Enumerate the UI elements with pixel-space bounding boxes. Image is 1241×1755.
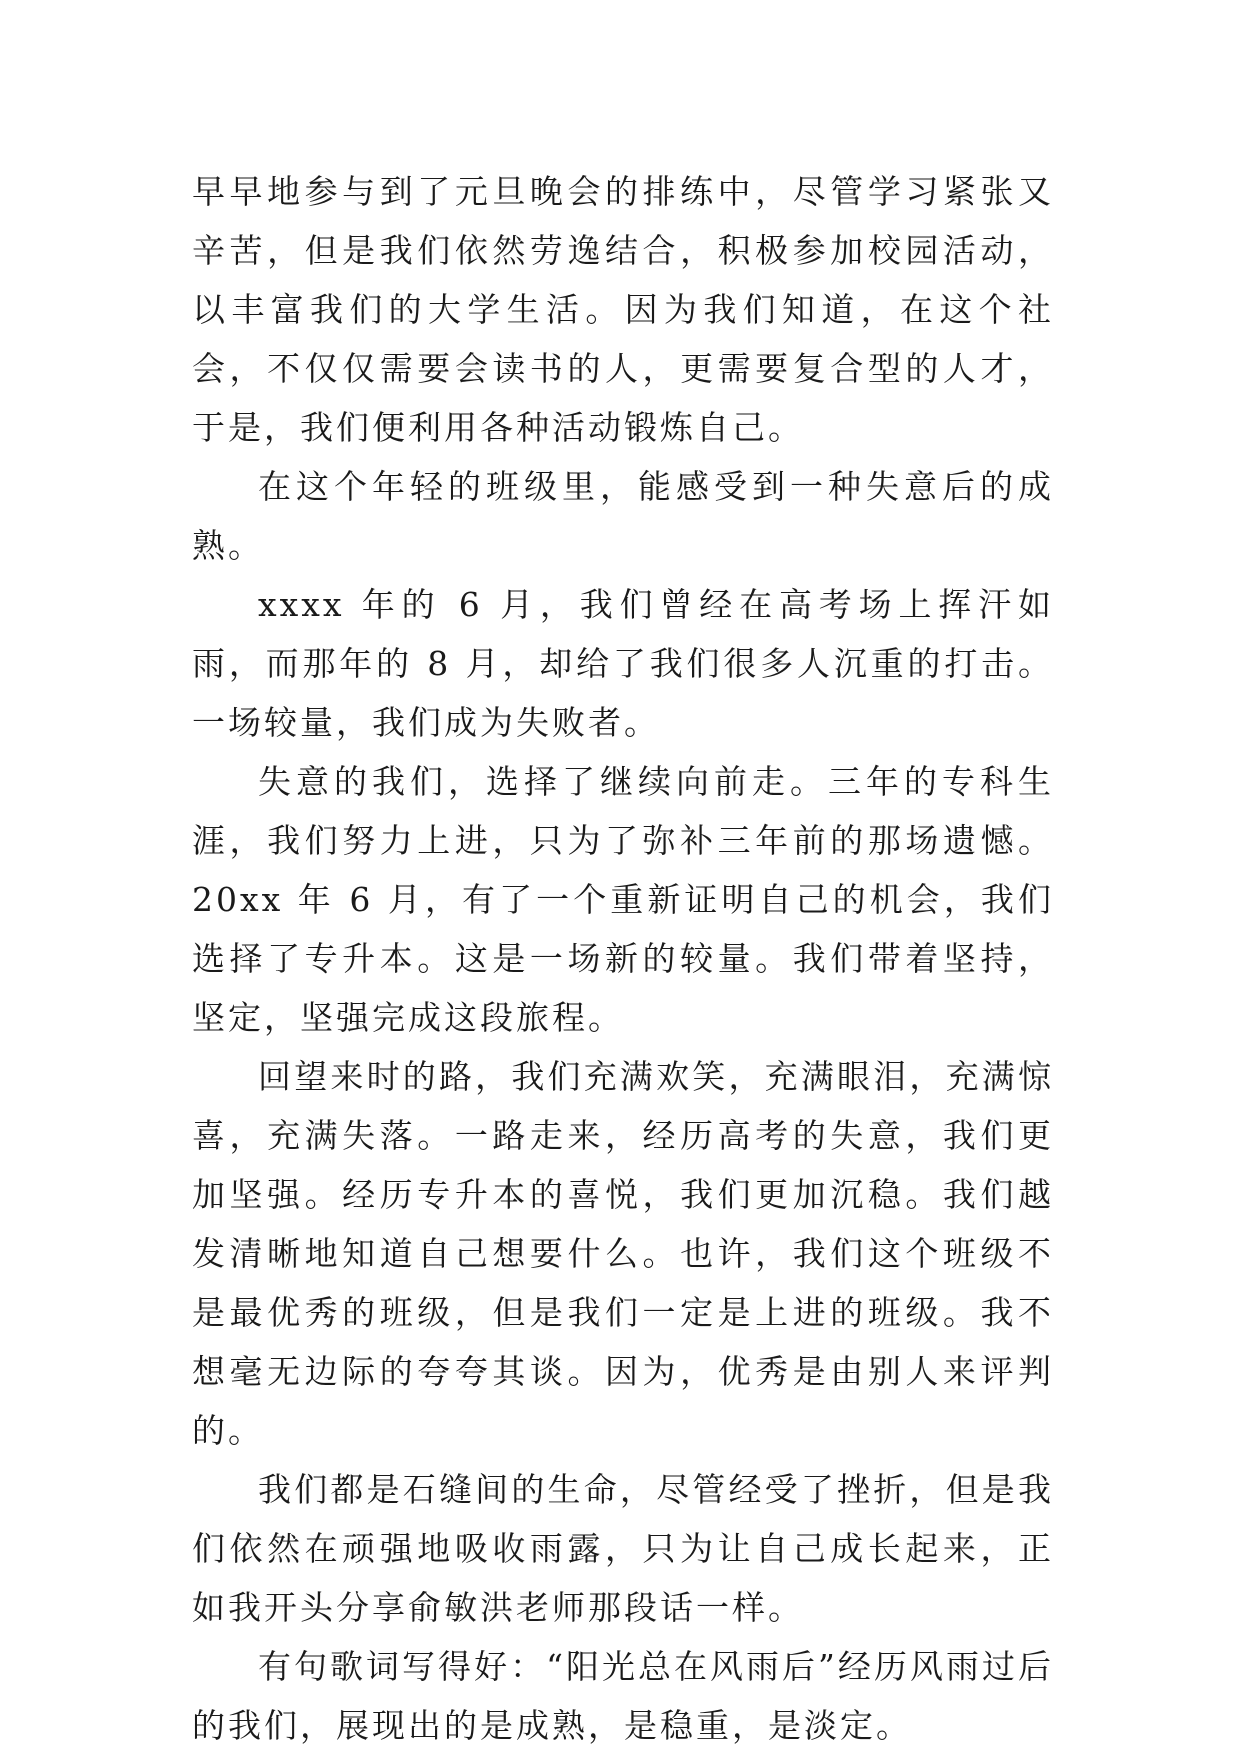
paragraph: 在这个年轻的班级里，能感受到一种失意后的成熟。 xyxy=(192,467,1054,565)
paragraph: 回望来时的路，我们充满欢笑，充满眼泪，充满惊喜，充满失落。一路走来，经历高考的失意，我们更加坚强。经历专升本的喜悦，我们更加沉稳。我们越发清晰地知道自己想要什么。也许，我们这个班级不是最优秀的班级，但是我们一定是上进的班级。我不想毫无边际的夸夸其谈。因为，优秀是由别人来评判的。 xyxy=(192,1057,1054,1450)
document-body xyxy=(192,162,1054,1755)
paragraph: xxxx 年的 6 月，我们曾经在高考场上挥汗如雨，而那年的 8 月，却给了我们很多人沉重的打击。一场较量，我们成为失败者。 xyxy=(192,585,1054,742)
paragraph: 有句歌词写得好：“阳光总在风雨后”经历风雨过后的我们，展现出的是成熟，是稳重，是淡定。 xyxy=(192,1647,1054,1745)
paragraph: 我们都是石缝间的生命，尽管经受了挫折，但是我们依然在顽强地吸收雨露，只为让自己成长起来，正如我开头分享俞敏洪老师那段话一样。 xyxy=(192,1470,1054,1627)
paragraph: 早早地参与到了元旦晚会的排练中，尽管学习紧张又辛苦，但是我们依然劳逸结合，积极参加校园活动，以丰富我们的大学生活。因为我们知道，在这个社会，不仅仅需要会读书的人，更需要复合型的人才，于是，我们便利用各种活动锻炼自己。 xyxy=(192,172,1054,447)
paragraph: 失意的我们，选择了继续向前走。三年的专科生涯，我们努力上进，只为了弥补三年前的那场遗憾。20xx 年 6 月，有了一个重新证明自己的机会，我们选择了专升本。这是一场新的较量。我们带着坚持，坚定，坚强完成这段旅程。 xyxy=(192,762,1054,1037)
